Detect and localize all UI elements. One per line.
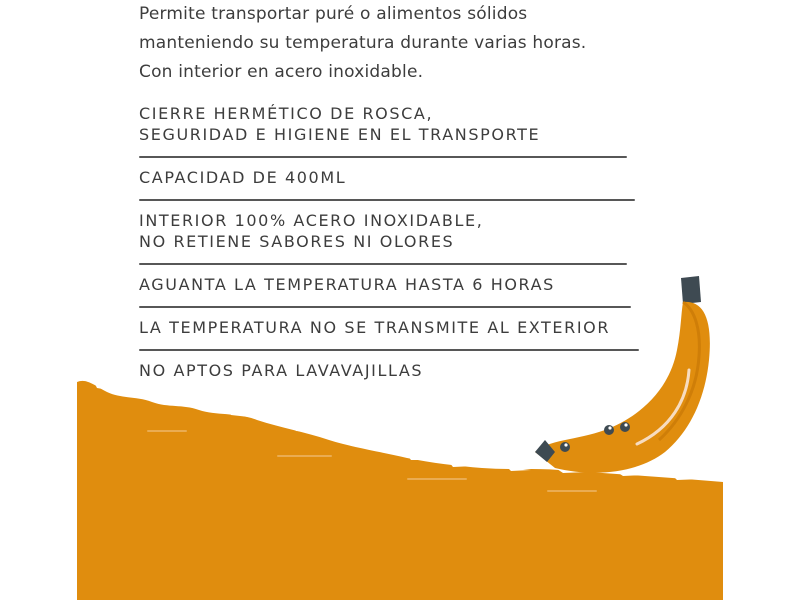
feature-item — [139, 360, 659, 381]
feature-text: NO APTOS PARA LAVAVAJILLAS — [139, 361, 424, 380]
feature-text: NO RETIENE SABORES NI OLORES — [139, 232, 455, 251]
divider — [139, 263, 627, 265]
feature-text: CAPACIDAD DE 400ML — [139, 168, 347, 187]
feature-text: CIERRE HERMÉTICO DE ROSCA, — [139, 104, 434, 123]
divider — [139, 306, 631, 308]
feature-text: SEGURIDAD E HIGIENE EN EL TRANSPORTE — [139, 125, 541, 144]
feature-item — [139, 210, 659, 252]
feature-item — [139, 103, 659, 145]
product-info-card — [77, 0, 723, 600]
intro-paragraph — [139, 0, 699, 87]
feature-item — [139, 274, 659, 295]
intro-line: manteniendo su temperatura durante varias horas. — [139, 33, 587, 53]
divider — [139, 349, 639, 351]
intro-line: Permite transportar puré o alimentos sólidos — [139, 4, 528, 24]
intro-line: Con interior en acero inoxidable. — [139, 62, 424, 82]
feature-text: LA TEMPERATURA NO SE TRANSMITE AL EXTERIOR — [139, 318, 611, 337]
feature-item — [139, 317, 659, 338]
divider — [139, 156, 627, 158]
divider — [139, 199, 635, 201]
feature-text: AGUANTA LA TEMPERATURA HASTA 6 HORAS — [139, 275, 555, 294]
banana-stem-icon — [681, 276, 701, 304]
feature-text: INTERIOR 100% ACERO INOXIDABLE, — [139, 211, 484, 230]
feature-list — [139, 103, 659, 381]
feature-item — [139, 167, 659, 188]
